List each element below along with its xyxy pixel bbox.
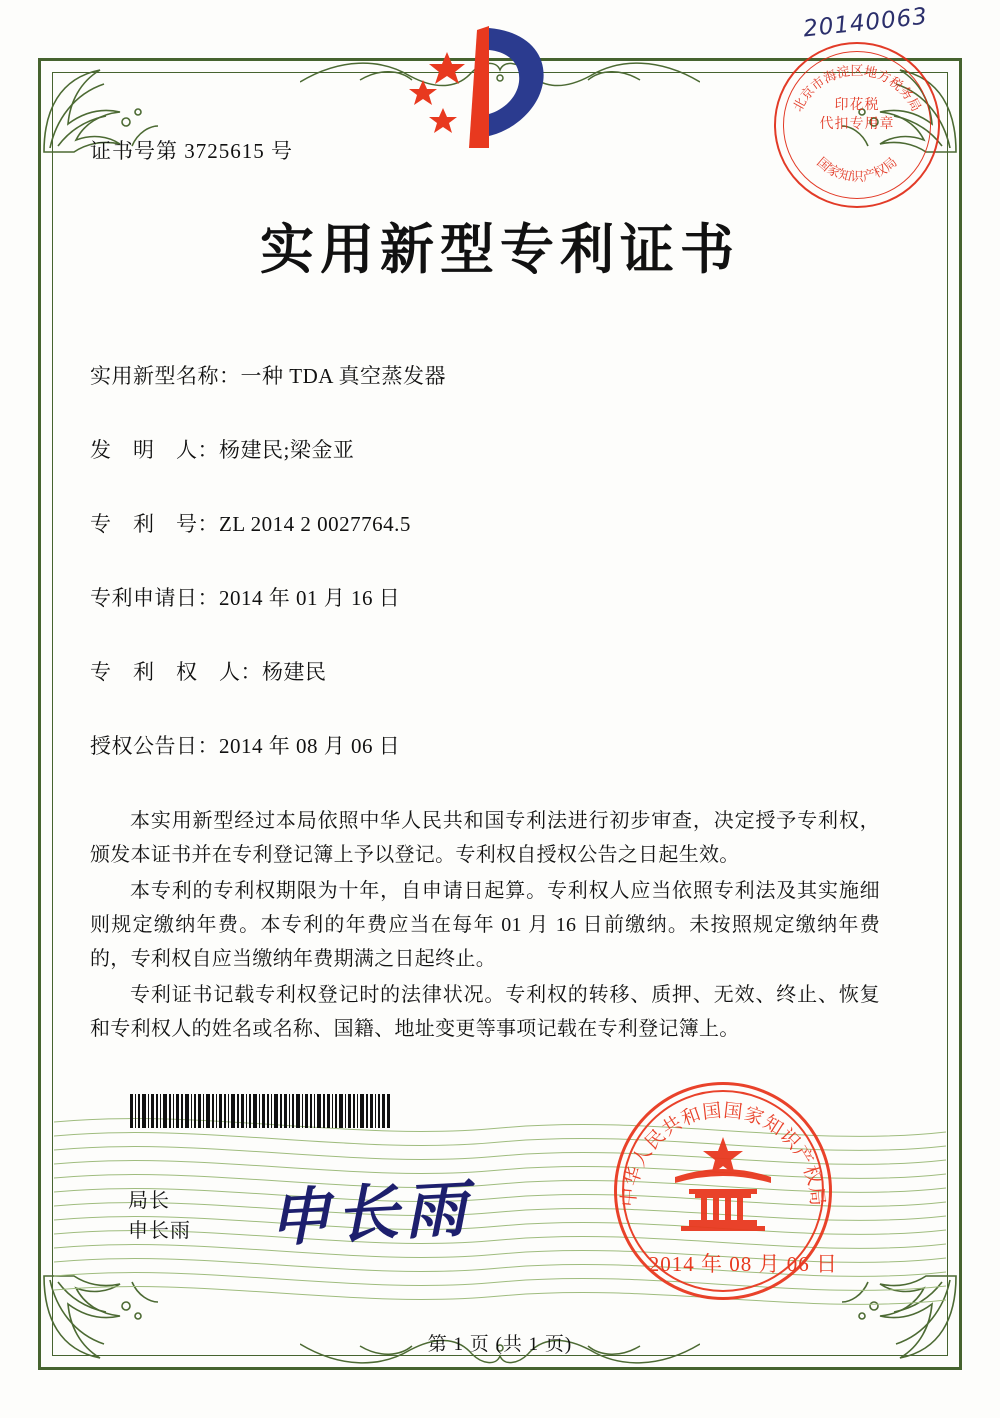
- field-value: 杨建民: [262, 660, 327, 684]
- field-row: [90, 360, 910, 390]
- tax-stamp-center-line2: 代扣专用章: [819, 117, 895, 132]
- field-list: [90, 360, 910, 760]
- field-label: 专利申请日：: [90, 586, 219, 610]
- field-row: [90, 730, 910, 760]
- field-label: 授权公告日：: [90, 734, 219, 758]
- body-paragraphs: [90, 804, 910, 1046]
- director-name-label: 申长雨: [128, 1220, 191, 1242]
- tax-stamp-arc-top: 北京市海淀区地方税务局: [789, 63, 925, 114]
- director-title-label: 局长: [128, 1190, 170, 1212]
- paragraph: 本专利的专利权期限为十年，自申请日起算。专利权人应当依照专利法及其实施细则规定缴纳年费。本专利的年费应当在每年 01 月 16 日前缴纳。未按照规定缴纳年费的，专利权自应当缴纳年费期满之日起终止。: [90, 880, 880, 970]
- national-stamp-date: 2014 年 08 月 06 日: [648, 1252, 838, 1276]
- field-label: 专 利 号：: [90, 512, 219, 536]
- page-title: 实用新型专利证书: [260, 217, 740, 281]
- field-row: [90, 656, 910, 686]
- certificate-content: [90, 110, 910, 1048]
- field-label: 专 利 权 人：: [90, 660, 262, 684]
- field-label: 实用新型名称：: [90, 364, 241, 388]
- handwritten-signature: 申长雨: [266, 1171, 475, 1256]
- field-value: 杨建民;梁金亚: [219, 438, 355, 462]
- national-stamp-arc-text: 中华人民共和国国家知识产权局: [618, 1100, 828, 1208]
- tax-stamp-arc-bottom: 国家知识产权局: [814, 154, 900, 184]
- field-value: 2014 年 08 月 06 日: [219, 734, 401, 758]
- field-row: [90, 582, 910, 612]
- barcode: [130, 1094, 390, 1128]
- field-row: [90, 508, 910, 538]
- signature-block: [128, 1186, 191, 1246]
- field-value: ZL 2014 2 0027764.5: [219, 512, 411, 536]
- field-label: 发 明 人：: [90, 438, 219, 462]
- certificate-number: 证书号第 3725615 号: [90, 139, 293, 163]
- field-value: 一种 TDA 真空蒸发器: [240, 364, 446, 388]
- paragraph: 本实用新型经过本局依照中华人民共和国专利法进行初步审查，决定授予专利权，颁发本证书并在专利登记簿上予以登记。专利权自授权公告之日起生效。: [90, 810, 880, 866]
- field-value: 2014 年 01 月 16 日: [219, 586, 401, 610]
- field-row: [90, 434, 910, 464]
- tax-stamp-center-line1: 印花税: [834, 98, 880, 113]
- handwritten-id: 20140063: [801, 3, 930, 43]
- page-footer: 第 1 页 (共 1 页): [427, 1334, 573, 1355]
- paragraph: 专利证书记载专利权登记时的法律状况。专利权的转移、质押、无效、终止、恢复和专利权人的姓名或名称、国籍、地址变更等事项记载在专利登记簿上。: [90, 984, 880, 1040]
